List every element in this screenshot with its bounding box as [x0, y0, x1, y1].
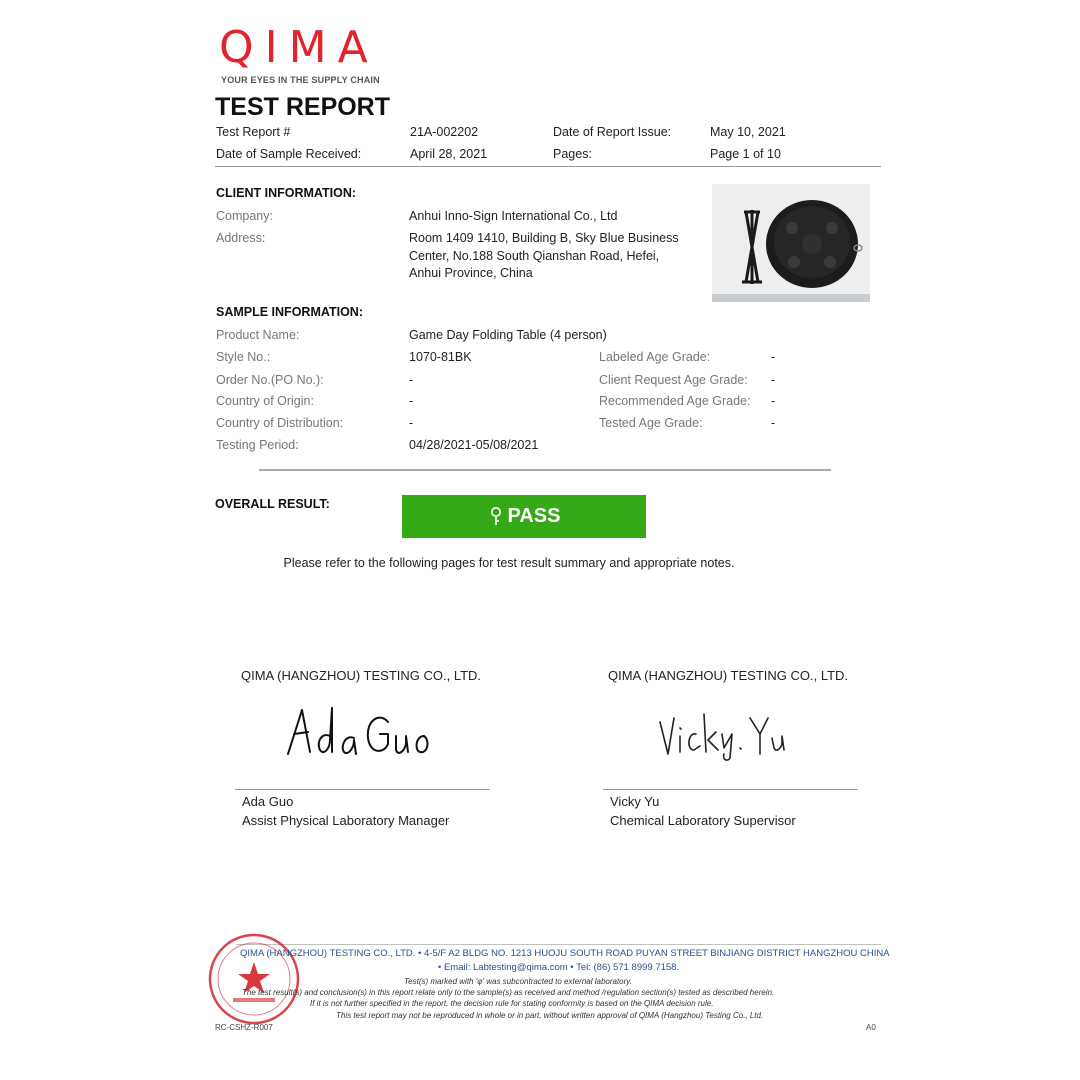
result-note: Please refer to the following pages for test result summary and appropriate notes. — [283, 556, 735, 570]
pass-text: PASS — [507, 505, 561, 527]
received-date-label: Date of Sample Received: — [216, 147, 362, 161]
issue-date: May 10, 2021 — [710, 125, 786, 139]
order-no-value: - — [409, 373, 414, 387]
pass-badge — [402, 495, 646, 538]
tested-age-label: Tested Age Grade: — [599, 416, 703, 430]
testing-period-value: 04/28/2021-05/08/2021 — [409, 438, 539, 452]
signer-1-name: Ada Guo — [242, 794, 294, 809]
report-number-label: Test Report # — [216, 125, 291, 139]
footer-contact: • Email: Labtesting@qima.com • Tel: (86) 571 8999 7158. — [438, 962, 680, 973]
qima-logo: QIMA — [219, 22, 379, 73]
client-age-value: - — [771, 373, 776, 387]
header-divider — [215, 166, 881, 167]
distribution-label: Country of Distribution: — [216, 416, 344, 430]
signer-2-signature — [656, 704, 806, 762]
footer-note-1: Test(s) marked with 'φ' was subcontracted to external laboratory. — [404, 977, 632, 986]
signer-1-position: Assist Physical Laboratory Manager — [242, 813, 450, 828]
footer-divider — [236, 944, 881, 945]
product-name-value: Game Day Folding Table (4 person) — [409, 328, 607, 342]
footer-note-2: The test result(s) and conclusion(s) in this report relate only to the sample(s) as received and method /regulation section(s) tested as described herein. — [242, 988, 775, 997]
testing-period-label: Testing Period: — [216, 438, 299, 452]
pages-value: Page 1 of 10 — [710, 147, 781, 161]
recommended-age-value: - — [771, 394, 776, 408]
signer-2-line — [603, 789, 858, 790]
sample-info-heading: SAMPLE INFORMATION: — [216, 305, 363, 319]
style-no-label: Style No.: — [216, 350, 271, 364]
overall-result-label: OVERALL RESULT: — [215, 497, 330, 511]
version-code: A0 — [866, 1023, 876, 1032]
labeled-age-value: - — [771, 350, 776, 364]
sample-divider — [259, 469, 831, 471]
recommended-age-label: Recommended Age Grade: — [599, 394, 751, 408]
tested-age-value: - — [771, 416, 776, 430]
signer-1-signature — [284, 700, 444, 764]
signer-2-company: QIMA (HANGZHOU) TESTING CO., LTD. — [608, 668, 849, 683]
issue-date-label: Date of Report Issue: — [553, 125, 672, 139]
address-label: Address: — [216, 231, 266, 245]
origin-value: - — [409, 394, 414, 408]
order-no-label: Order No.(PO No.): — [216, 373, 324, 387]
received-date: April 28, 2021 — [410, 147, 488, 161]
footer-address: QIMA (HANGZHOU) TESTING CO., LTD. • 4-5/F A2 BLDG NO. 1213 HUOJU SOUTH ROAD PUYAN STREET BINJIANG DISTRICT HANGZHOU CHINA — [240, 948, 890, 959]
address-line-1: Room 1409 1410, Building B, Sky Blue Business — [409, 231, 679, 245]
distribution-value: - — [409, 416, 414, 430]
company-value: Anhui Inno-Sign International Co., Ltd — [409, 209, 618, 223]
company-label: Company: — [216, 209, 273, 223]
client-info-heading: CLIENT INFORMATION: — [216, 186, 357, 200]
address-line-3: Anhui Province, China — [409, 266, 533, 280]
page-title: TEST REPORT — [215, 93, 391, 121]
labeled-age-label: Labeled Age Grade: — [599, 350, 711, 364]
pages-label: Pages: — [553, 147, 592, 161]
footer-note-3: If it is not further specified in the report, the decision rule for stating conformity is based on the QIMA decision rule. — [310, 999, 714, 1008]
company-seal-stamp — [207, 932, 301, 1026]
logo-tagline: YOUR EYES IN THE SUPPLY CHAIN — [221, 75, 380, 85]
key-icon — [488, 506, 504, 528]
address-line-2: Center, No.188 South Qianshan Road, Hefei, — [409, 249, 660, 263]
signer-1-company: QIMA (HANGZHOU) TESTING CO., LTD. — [241, 668, 482, 683]
folding-table-photo — [712, 184, 870, 302]
client-age-label: Client Request Age Grade: — [599, 373, 748, 387]
origin-label: Country of Origin: — [216, 394, 314, 408]
report-number: 21A-002202 — [410, 125, 479, 139]
signer-2-position: Chemical Laboratory Supervisor — [610, 813, 796, 828]
signer-1-line — [235, 789, 490, 790]
form-code: RC-CSHZ-R007 — [215, 1023, 273, 1032]
footer-note-4: This test report may not be reproduced in whole or in part, without written approval of QIMA (Hangzhou) Testing Co., Ltd. — [336, 1011, 764, 1020]
signer-2-name: Vicky Yu — [610, 794, 660, 809]
style-no-value: 1070-81BK — [409, 350, 472, 364]
product-name-label: Product Name: — [216, 328, 300, 342]
